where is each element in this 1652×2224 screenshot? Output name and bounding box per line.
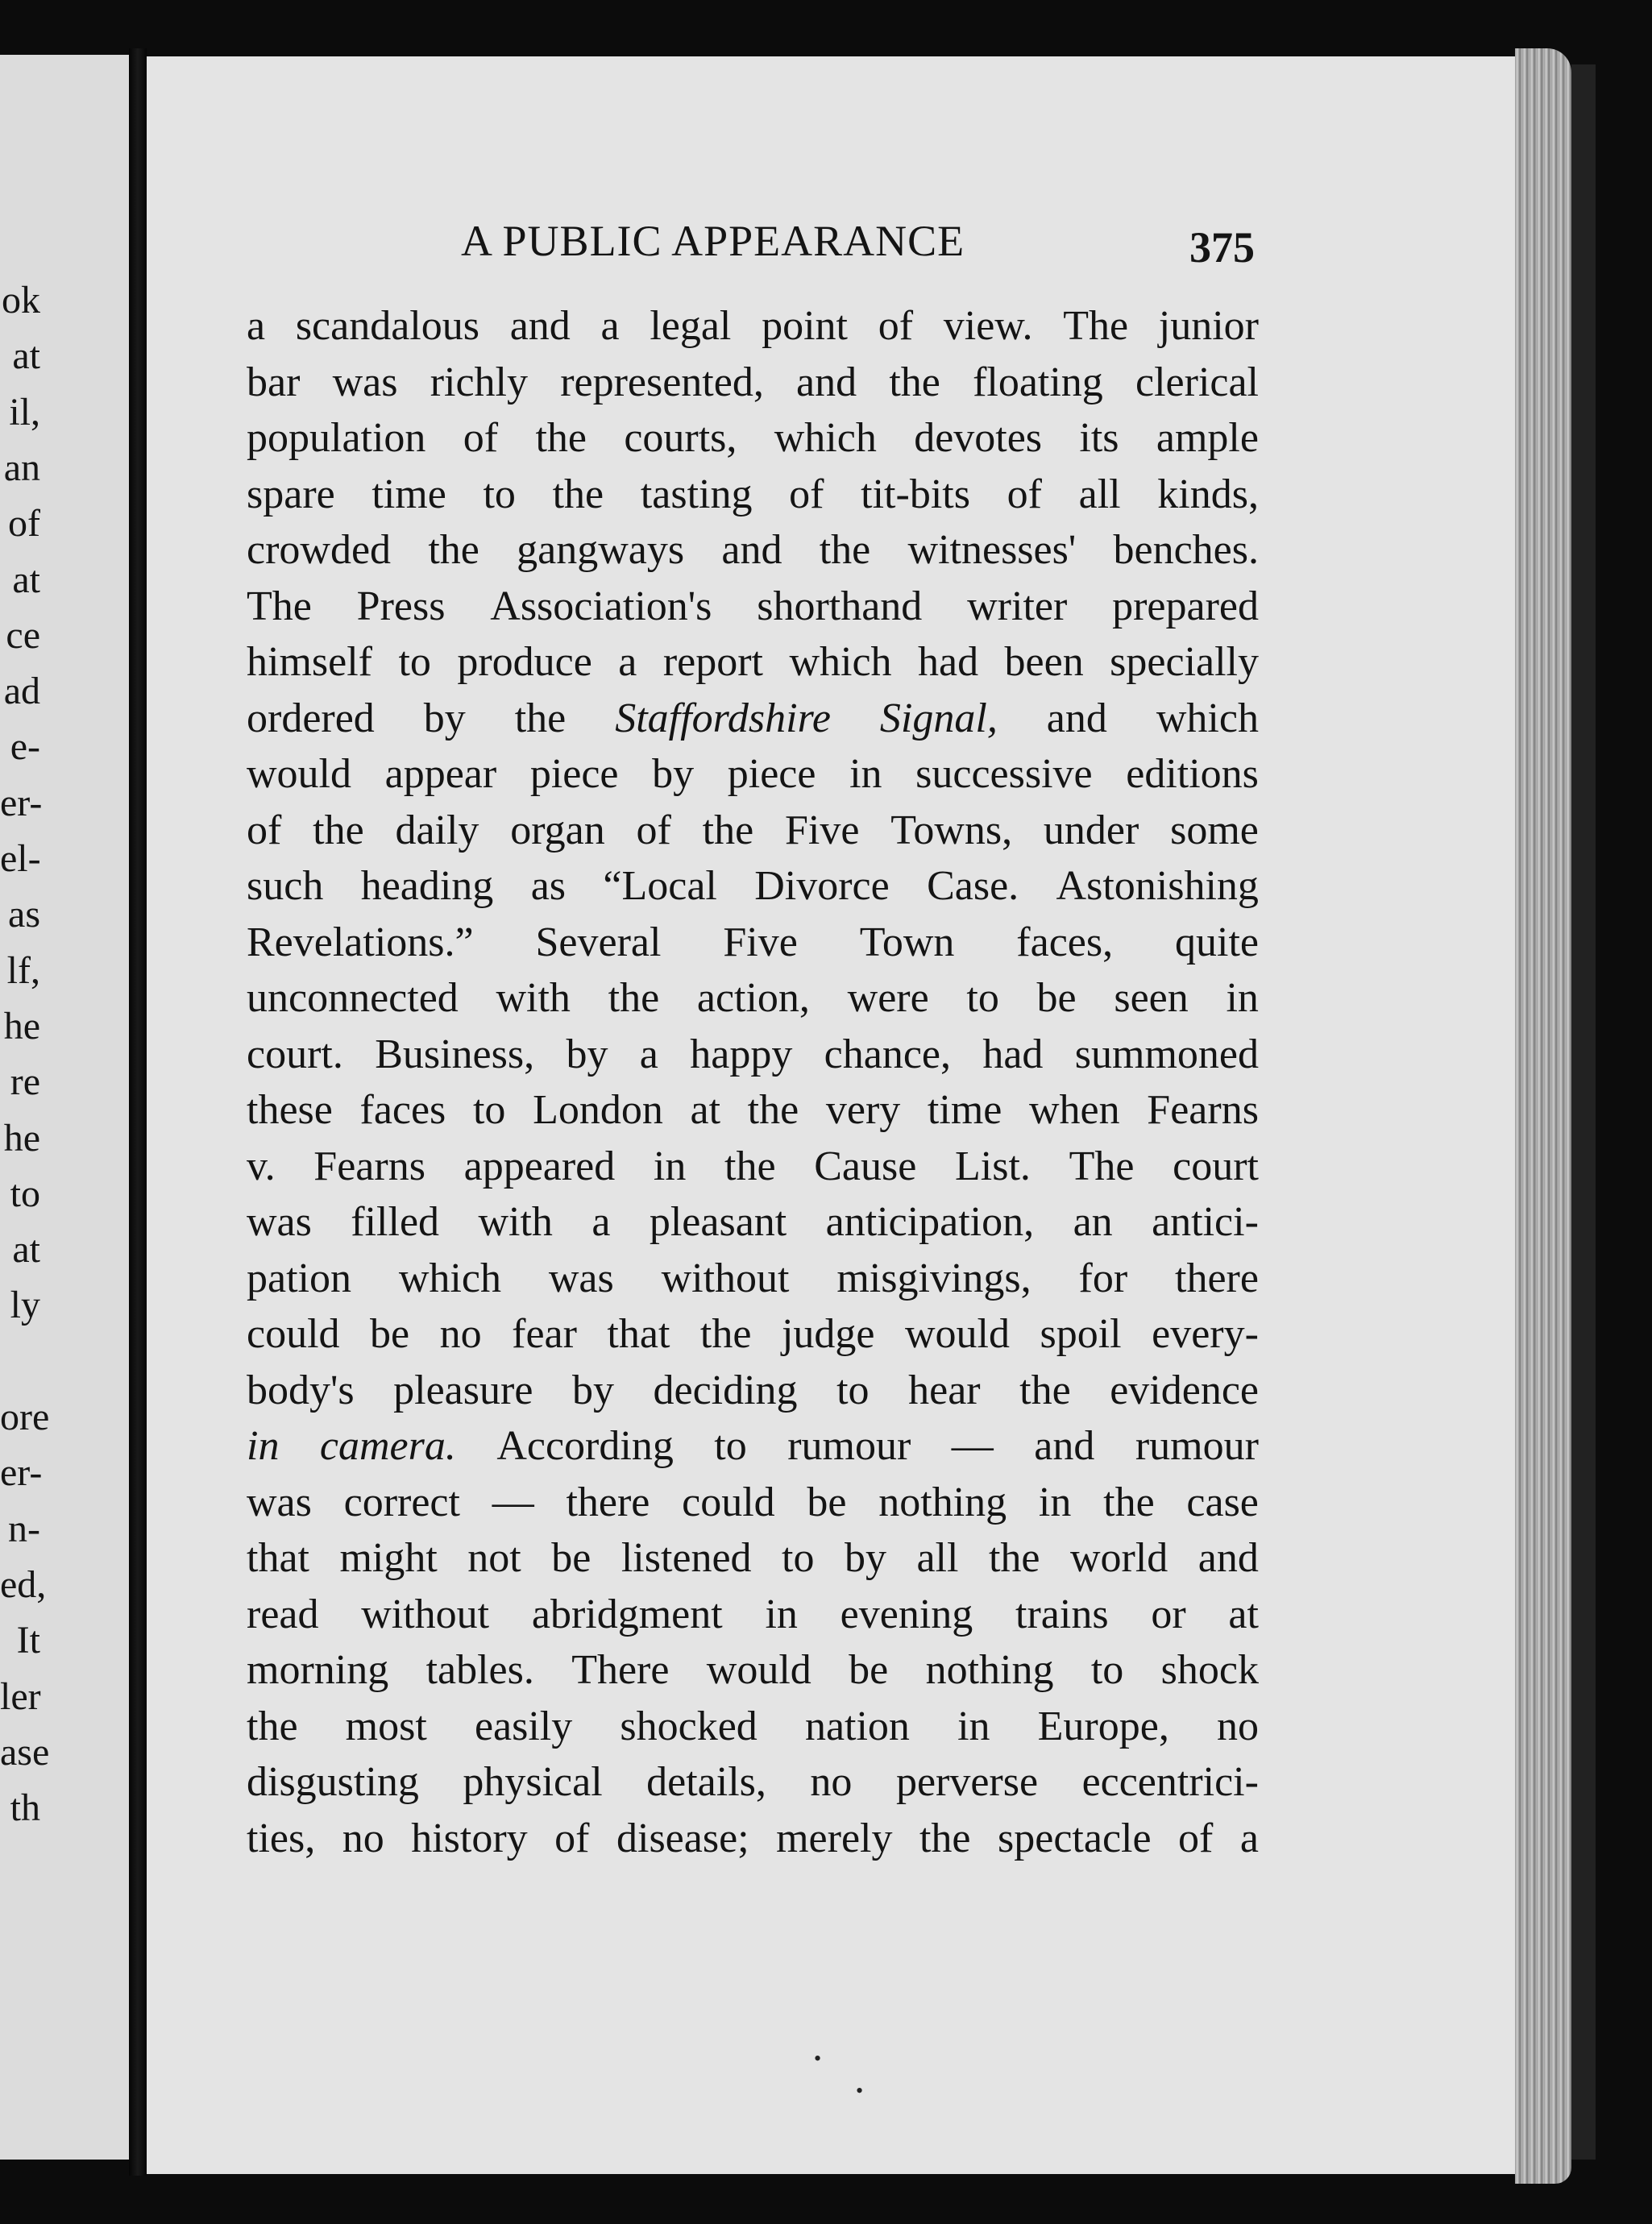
body-line: was filled with a pleasant anticipation, an antici- [247,1199,1259,1245]
body-line: in camera. According to rumour — and rumour [247,1423,1259,1469]
body-line: crowded the gangways and the witnesses' benches. [247,527,1259,573]
left-page-fragment: er- [0,1451,43,1495]
left-page-fragment: re [10,1060,40,1104]
left-page-fragment: of [8,502,40,546]
left-page-fragment: It [16,1619,40,1662]
body-line: such heading as “Local Divorce Case. Astonishing [247,863,1259,909]
body-line: Revelations.” Several Five Town faces, quite [247,919,1259,965]
page-edge [1515,48,1571,2184]
left-page-fragment: at [12,1228,40,1272]
left-page-fragment: n- [8,1507,40,1550]
left-page-fragment: at [12,334,40,378]
edge-shadow [1571,64,1596,2160]
book-spine [129,48,147,2176]
left-page [0,55,129,2160]
body-line: that might not be listened to by all the world and [247,1535,1259,1581]
left-page-fragment: el- [0,837,41,880]
body-line: himself to produce a report which had been specially [247,639,1259,685]
body-line: ordered by the Staffordshire Signal, and which [247,695,1259,741]
body-line: disgusting physical details, no perverse eccentrici- [247,1759,1259,1805]
body-line: was correct — there could be nothing in the case [247,1479,1259,1525]
left-page-fragment: ce [6,613,40,657]
ink-speck: • [856,2079,864,2102]
left-page-fragment: ok [2,279,40,322]
left-page-fragment: an [3,446,40,489]
left-page-fragment: at [12,558,40,601]
body-line: of the daily organ of the Five Towns, under some [247,807,1259,853]
body-line: the most easily shocked nation in Europe, no [247,1703,1259,1749]
body-line: these faces to London at the very time when Fearns [247,1087,1259,1133]
body-line: spare time to the tasting of tit-bits of all kinds, [247,471,1259,517]
left-page-fragment: th [10,1786,40,1830]
body-line: read without abridgment in evening trains or at [247,1591,1259,1637]
body-line: v. Fearns appeared in the Cause List. The court [247,1143,1259,1189]
left-page-fragment: ore [0,1396,50,1438]
left-page-fragment: il, [9,390,40,434]
body-line: court. Business, by a happy chance, had summoned [247,1031,1259,1077]
body-line: population of the courts, which devotes its ample [247,415,1259,461]
body-text [247,298,1259,1866]
body-line: ties, no history of disease; merely the spectacle of a [247,1815,1259,1861]
left-page-fragment: er- [0,781,43,824]
left-page-fragment: ase [0,1730,50,1774]
left-page-fragment: to [10,1172,40,1215]
body-line: bar was richly represented, and the floating clerical [247,359,1259,405]
body-line: could be no fear that the judge would spoil every- [247,1311,1259,1357]
body-line: morning tables. There would be nothing to shock [247,1647,1259,1693]
body-line: a scandalous and a legal point of view. The junior [247,303,1259,349]
left-page-fragment: ad [3,670,40,713]
body-line: unconnected with the action, were to be seen in [247,975,1259,1021]
left-page-fragment: he [3,1116,40,1160]
left-page-fragment: he [3,1004,40,1048]
ink-speck: • [814,2047,822,2070]
left-page-fragment: as [8,893,40,936]
left-page-fragment: ler [0,1674,41,1718]
body-line: body's pleasure by deciding to hear the evidence [247,1367,1259,1413]
body-line: The Press Association's shorthand writer prepared [247,583,1259,629]
left-page-fragment: lf, [6,948,40,992]
left-page-fragment: ed, [0,1562,47,1606]
body-line: would appear piece by piece in successive editions [247,751,1259,797]
left-page-fragment: e- [10,725,40,769]
body-line: pation which was without misgivings, for there [247,1255,1259,1301]
running-head: A PUBLIC APPEARANCE [461,217,965,265]
left-page-fragment: ly [10,1284,40,1327]
page-number: 375 [1189,223,1255,272]
